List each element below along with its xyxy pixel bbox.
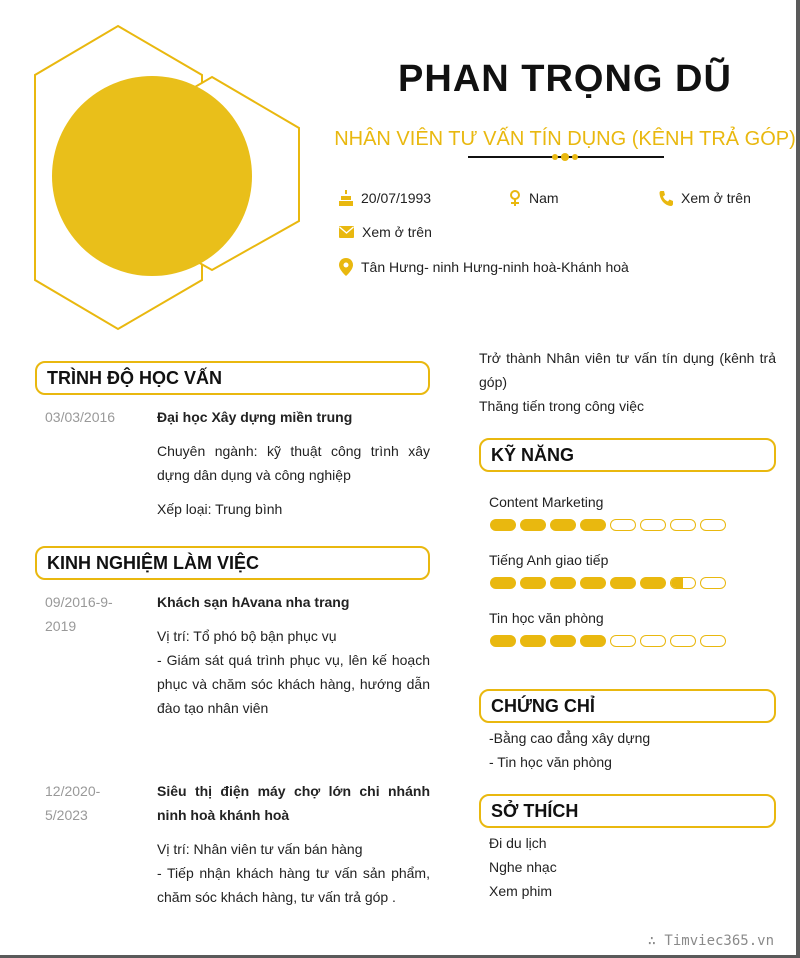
skill-level-segment bbox=[610, 519, 636, 531]
email-value: Xem ở trên bbox=[362, 224, 432, 240]
address-value: Tân Hưng- ninh Hưng-ninh hoà-Khánh hoà bbox=[361, 259, 629, 275]
skill-level-segment bbox=[490, 519, 516, 531]
job-1-date-end: 2019 bbox=[45, 618, 77, 634]
education-heading: TRÌNH ĐỘ HỌC VẤN bbox=[35, 361, 430, 395]
objective-line-2: Thăng tiến trong công việc bbox=[479, 398, 644, 414]
skill-1-bar bbox=[490, 519, 726, 531]
skill-2-name: Tiếng Anh giao tiếp bbox=[489, 552, 609, 568]
job-1-description: - Giám sát quá trình phục vụ, lên kế hoạch phục và chăm sóc khách hàng, hướng dẫn đào tạo nhân viên bbox=[157, 652, 430, 716]
job-2-company: Siêu thị điện máy chợ lớn chi nhánh ninh hoà khánh hoà bbox=[157, 783, 430, 823]
skill-level-segment bbox=[670, 635, 696, 647]
hobbies-heading: SỞ THÍCH bbox=[479, 794, 776, 828]
phone-value: Xem ở trên bbox=[681, 190, 751, 206]
candidate-name: PHAN TRỌNG DŨ bbox=[398, 58, 732, 100]
skill-level-segment bbox=[640, 519, 666, 531]
certificate-item: - Tin học văn phòng bbox=[489, 754, 612, 770]
skill-level-segment bbox=[610, 577, 636, 589]
education-rank: Xếp loại: Trung bình bbox=[157, 501, 283, 517]
education-school: Đại học Xây dựng miền trung bbox=[157, 409, 353, 425]
gender-icon bbox=[509, 190, 521, 206]
phone-icon bbox=[659, 190, 673, 206]
objective-line-1: Trở thành Nhân viên tư vấn tín dụng (kênh trả góp) bbox=[479, 350, 776, 390]
skill-level-segment bbox=[610, 635, 636, 647]
education-date: 03/03/2016 bbox=[45, 409, 116, 425]
skill-level-segment bbox=[670, 519, 696, 531]
skill-level-segment bbox=[640, 577, 666, 589]
skill-1-name: Content Marketing bbox=[489, 494, 604, 510]
info-email bbox=[339, 224, 432, 240]
skill-level-segment bbox=[640, 635, 666, 647]
skill-level-segment bbox=[580, 519, 606, 531]
skill-level-segment bbox=[520, 519, 546, 531]
skill-level-segment bbox=[700, 577, 726, 589]
location-pin-icon bbox=[339, 258, 353, 276]
skill-level-segment bbox=[490, 635, 516, 647]
skill-level-segment bbox=[580, 577, 606, 589]
avatar-frame bbox=[0, 0, 310, 340]
skill-level-segment bbox=[490, 577, 516, 589]
avatar bbox=[52, 76, 252, 276]
job-2-description: - Tiếp nhận khách hàng tư vấn sản phẩm, chăm sóc khách hàng, tư vấn trả góp . bbox=[157, 865, 430, 905]
hobby-item: Nghe nhạc bbox=[489, 859, 557, 875]
skill-3-name: Tin học văn phòng bbox=[489, 610, 604, 626]
skill-level-segment bbox=[580, 635, 606, 647]
info-phone bbox=[659, 190, 751, 206]
envelope-icon bbox=[339, 226, 354, 238]
job-title: NHÂN VIÊN TƯ VẤN TÍN DỤNG (KÊNH TRẢ GÓP) bbox=[334, 128, 796, 150]
cake-icon bbox=[339, 190, 353, 206]
job-2-position: Vị trí: Nhân viên tư vấn bán hàng bbox=[157, 841, 363, 857]
birthday-value: 20/07/1993 bbox=[361, 190, 432, 206]
watermark: ∴ Timviec365.vn bbox=[647, 933, 774, 949]
skill-3-bar bbox=[490, 635, 726, 647]
hobby-item: Xem phim bbox=[489, 883, 553, 899]
skill-level-segment bbox=[700, 635, 726, 647]
skill-level-segment bbox=[550, 635, 576, 647]
skills-heading: KỸ NĂNG bbox=[479, 438, 776, 472]
job-1-date-start: 09/2016-9- bbox=[45, 594, 113, 610]
job-2-date-start: 12/2020- bbox=[45, 783, 101, 799]
skill-level-segment bbox=[520, 577, 546, 589]
gender-value: Nam bbox=[529, 190, 559, 206]
skill-level-segment bbox=[550, 577, 576, 589]
skill-level-segment bbox=[700, 519, 726, 531]
experience-heading: KINH NGHIỆM LÀM VIỆC bbox=[35, 546, 430, 580]
info-address bbox=[339, 258, 629, 276]
skill-level-segment bbox=[520, 635, 546, 647]
skill-level-segment bbox=[670, 577, 696, 589]
certificate-item: -Bằng cao đẳng xây dựng bbox=[489, 730, 651, 746]
skill-level-segment bbox=[550, 519, 576, 531]
certificates-heading: CHỨNG CHỈ bbox=[479, 689, 776, 723]
info-gender bbox=[509, 190, 559, 206]
skill-2-bar bbox=[490, 577, 726, 589]
title-divider bbox=[468, 151, 664, 163]
job-2-date-end: 5/2023 bbox=[45, 807, 88, 823]
job-1-company: Khách sạn hAvana nha trang bbox=[157, 594, 350, 610]
hobby-item: Đi du lịch bbox=[489, 835, 547, 851]
job-1-position: Vị trí: Tổ phó bộ bận phục vụ bbox=[157, 628, 337, 644]
info-birthday bbox=[339, 190, 431, 206]
education-major: Chuyên ngành: kỹ thuật công trình xây dựng dân dụng và công nghiệp bbox=[157, 443, 430, 483]
